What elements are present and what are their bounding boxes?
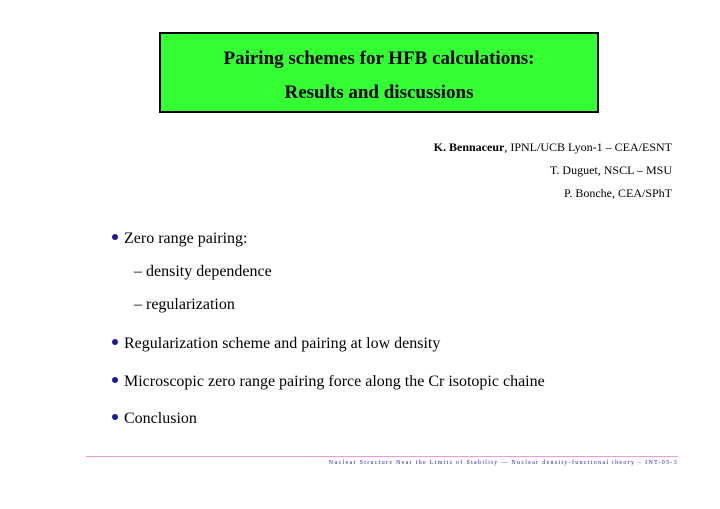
- outline-item-label: Regularization scheme and pairing at low density: [124, 335, 441, 352]
- outline-item-label: Microscopic zero range pairing force along the Cr isotopic chaine: [124, 373, 545, 390]
- title-line-2: Results and discussions: [284, 82, 474, 103]
- author-1-affiliation: , IPNL/UCB Lyon-1 – CEA/ESNT: [504, 140, 672, 154]
- outline-subitem-regularization: – regularization: [134, 296, 235, 313]
- outline-item-label: Zero range pairing:: [124, 230, 248, 247]
- outline-subitem-density: – density dependence: [134, 263, 272, 280]
- outline-item-microscopic: [112, 373, 545, 391]
- bullet-icon: [112, 234, 118, 240]
- outline-item-regularization-scheme: [112, 335, 440, 353]
- bullet-icon: [112, 414, 118, 420]
- footer-divider: [86, 456, 678, 457]
- title-line-1: Pairing schemes for HFB calculations:: [223, 48, 535, 69]
- outline-item-label: Conclusion: [124, 410, 197, 427]
- author-3: P. Bonche, CEA/SPhT: [563, 186, 672, 200]
- outline-item-zero-range: [112, 230, 248, 248]
- bullet-icon: [112, 339, 118, 345]
- author-2: T. Duguet, NSCL – MSU: [549, 163, 672, 177]
- author-1-name: K. Bennaceur: [433, 140, 505, 154]
- author-list: [434, 136, 672, 205]
- footer-text: Nuclear Structure Near the Limits of Stability — Nuclear density-functional theory – INT-05-3: [328, 460, 678, 466]
- outline-item-conclusion: [112, 410, 197, 428]
- title-box: [159, 32, 599, 113]
- bullet-icon: [112, 377, 118, 383]
- author-1: [434, 136, 672, 159]
